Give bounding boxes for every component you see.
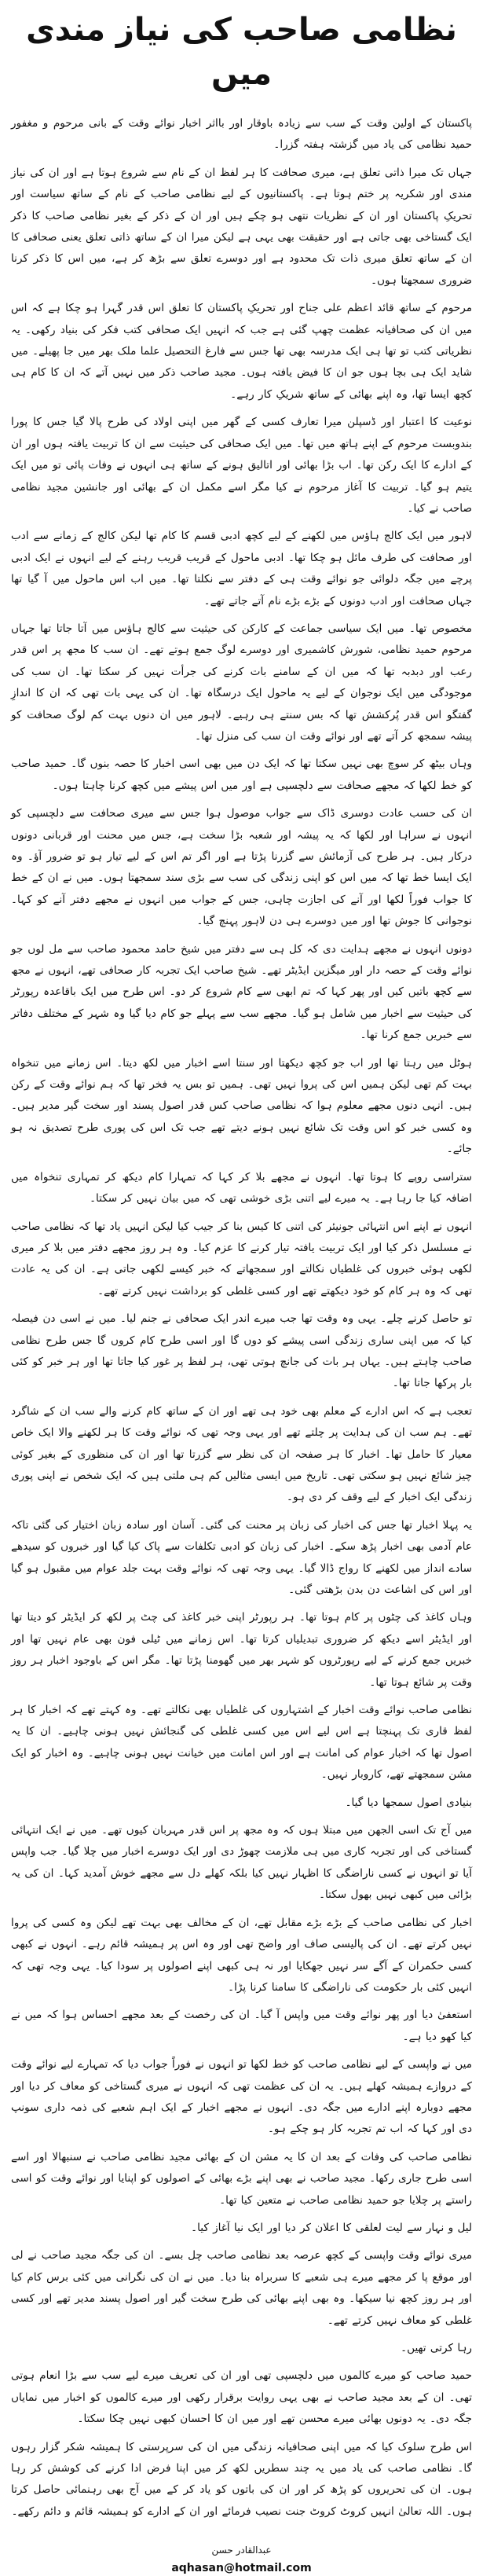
- paragraph: میں آج تک اسی الجھن میں مبتلا ہوں کہ وہ مجھ پر اس قدر مہربان کیوں تھے۔ میں نے ایک انتہائی گستاخی کی اور تجربہ کاری میں ہی ملازمت چھوڑ دی اور ایک دوسرے اخبار میں چلا گیا۔ جب واپس آیا تو انہوں نے کسی ناراضگی کا اظہار نہیں کیا بلکہ کھلے دل سے مجھے خوش آمدید کہا۔ ان کی یہ بڑائی میں کبھی نہیں بھول سکتا۔: [11, 1824, 472, 1902]
- paragraph: میری نوائے وقت واپسی کے کچھ عرصہ بعد نظامی صاحب چل بسے۔ ان کی جگہ مجید صاحب نے لی اور موقع پا کر مجھے میرے ہی شعبے کا سربراہ بنا دیا۔ میں نے ان کی نگرانی میں کئی برس کام کیا اور ہر روز کچھ نیا سیکھا۔ وہ بھی اپنے بھائی کی طرح سخت گیر اور اصول پسند مدیر تھے اور کسی غلطی کو معاف نہیں کرتے تھے۔: [11, 2249, 472, 2327]
- paragraph: ان کی حسب عادت دوسری ڈاک سے جواب موصول ہوا جس سے میری صحافت سے دلچسپی کو انہوں نے سراہا اور لکھا کہ یہ پیشہ اور شعبہ بڑا سخت ہے، جس میں محنت اور قربانی دونوں درکار ہیں۔ ہر طرح کی آزمائش سے گزرنا پڑتا ہے اور اگر تم اس کے لیے تیار ہو تو ضرور آؤ۔ وہ ایک ایسا خط تھا کہ میں اس کو اپنی زندگی کی سب سے بڑی سند سمجھتا ہوں۔ میں نے ان کے خط کا جواب فوراً لکھا اور آنے کی اجازت چاہی، جس کے جواب میں انہوں نے مجھے دفتر آنے کو کہا۔ نوجوانی کا جوش تھا اور میں دوسرے ہی دن لاہور پہنچ گیا۔: [11, 807, 472, 928]
- paragraph: میں نے واپسی کے لیے نظامی صاحب کو خط لکھا تو انہوں نے فوراً جواب دیا کہ تمہارے لیے نوائے وقت کے دروازے ہمیشہ کھلے ہیں۔ یہ ان کی عظمت تھی کہ انہوں نے میری گستاخی کو معاف کر دیا اور مجھے دوبارہ اپنے ادارے میں جگہ دی۔ انہوں نے مجھے اخبار کے ایک اہم شعبے کی ذمہ داری سونپ دی اور کہا کہ اب تم تجربہ کار ہو چکے ہو۔: [11, 2058, 472, 2136]
- article-body: [11, 113, 472, 2523]
- author-byline: عبدالقادر حسن: [211, 2545, 272, 2556]
- paragraph: رہا کرتی تھیں۔: [401, 2342, 472, 2354]
- paragraph: نوعیت کا اعتبار اور ڈسپلن میرا تعارف کسی کے گھر میں اپنی اولاد کی طرح پالا گیا جس کا پورا بندوبست مرحوم کے اپنے ہاتھ میں تھا۔ میں ایک صحافی کی حیثیت سے ان کا تربیت یافتہ ہوں اور ان کے ادارے کا ایک رکن تھا۔ اب بڑا بھائی اور اتالیق ہونے کے ساتھ ہی انہوں نے وفات پائی تو میں ایک یتیم ہو گیا۔ تربیت کا آغاز مرحوم نے کیا مگر اسے مکمل ان کے بھائی اور جانشین مجید نظامی صاحب نے کیا۔: [11, 416, 472, 515]
- paragraph: نظامی صاحب نوائے وقت اخبار کے اشتہاروں کی غلطیاں بھی نکالتے تھے۔ وہ کہتے تھے کہ اخبار کا ہر لفظ قاری تک پہنچتا ہے اس لیے اس میں کسی غلطی کی گنجائش نہیں ہونی چاہیے۔ ان کا یہ اصول تھا کہ اخبار عوام کی امانت ہے اور اس امانت میں خیانت نہیں ہونی چاہیے۔ وہ اخبار کو ایک مشن سمجھتے تھے، کاروبار نہیں۔: [11, 1704, 472, 1782]
- paragraph: لاہور میں ایک کالج ہاؤس میں لکھنے کے لیے کچھ ادبی قسم کا کام تھا لیکن کالج کے زمانے سے ادب اور صحافت کی طرف مائل ہو چکا تھا۔ ادبی ماحول کے قریب قریب رہنے کے لیے انہوں نے ایک ادبی پرچے میں جگہ دلوائی جو نوائے وقت ہی کے دفتر سے نکلتا تھا۔ میں اب اس ماحول میں آ گیا تھا جہاں صحافت اور ادب دونوں کے بڑے بڑے نام آتے جاتے تھے۔: [11, 530, 472, 607]
- paragraph: مرحوم کے ساتھ قائد اعظم علی جناح اور تحریکِ پاکستان کا تعلق اس قدر گہرا ہو چکا ہے کہ اس میں ان کی صحافیانہ عظمت چھپ گئی ہے جب کہ انہیں ایک صحافی کتب فکر کی بنیاد رکھی۔ یہ نظریاتی کتب تو تھا ہی ایک مدرسہ بھی تھا جس سے فارغ التحصیل علما ملک بھر میں جا پھیلے۔ میں شاید ایک ہی بچا ہوں جو ان کا فیض یافتہ ہوں۔ مجید صاحب ذکر میں نہیں آتے کہ ان کا کام ہی کچھ ایسا تھا، وہ اپنے بھائی کے ساتھ شریکِ کار رہے۔: [11, 302, 472, 401]
- paragraph: تو حاصل کرنے چلے۔ یہی وہ وقت تھا جب میرے اندر ایک صحافی نے جنم لیا۔ میں نے اسی دن فیصلہ کیا کہ میں اپنی ساری زندگی اسی پیشے کو دوں گا اور اسی طرح کام کروں گا جس طرح نظامی صاحب چاہتے ہیں۔ یہاں ہر بات کی جانچ ہوتی تھی، ہر لفظ پر غور کیا جاتا تھا اور ہر خبر کو کئی بار پرکھا جاتا تھا۔: [11, 1312, 472, 1390]
- paragraph: جہاں تک میرا ذاتی تعلق ہے، میری صحافت کا ہر لفظ ان کے نام سے شروع ہوتا ہے اور ان کی نیاز مندی اور شکریہ پر ختم ہوتا ہے۔ پاکستانیوں کے لیے نظامی صاحب کے نام کے ساتھ سیاست اور تحریکِ پاکستان اور ان کے نظریات نتھی ہو چکے ہیں اور ان کے ذکر کے بغیر نظامی صاحب کا ذکر ایک گستاخی بھی جاتی ہے اور حقیقت بھی یہی ہے لیکن میرا ان کے ساتھ ذاتی تعلق یعنی صحافی کا ان کے ساتھ تعلق میری ذات تک محدود ہے اور دوسرے تعلق سے بڑھ کر ہے، میں اس کا ذکر کرنا ضروری سمجھتا ہوں۔: [11, 166, 472, 287]
- paragraph: وہاں کاغذ کی چٹوں پر کام ہوتا تھا۔ ہر رپورٹر اپنی خبر کاغذ کی چٹ پر لکھ کر ایڈیٹر کو دیتا تھا اور ایڈیٹر اسے دیکھ کر ضروری تبدیلیاں کرتا تھا۔ اس زمانے میں ٹیلی فون بھی عام نہیں تھا اور خبریں جمع کرنے کے لیے رپورٹروں کو شہر بھر میں گھومنا پڑتا تھا۔ مگر اس کے باوجود اخبار ہر روز وقت پر شائع ہوتا تھا۔: [11, 1611, 472, 1689]
- paragraph: استعفیٰ دیا اور پھر نوائے وقت میں واپس آ گیا۔ ان کی رخصت کے بعد مجھے احساس ہوا کہ میں نے کیا کھو دیا ہے۔: [11, 2009, 472, 2043]
- headline: نظامی صاحب کی نیاز مندی میں: [26, 12, 457, 92]
- paragraph: دونوں انہوں نے مجھے ہدایت دی کہ کل ہی سے دفتر میں شیخ حامد محمود صاحب سے مل لوں جو نوائے وقت کے حصہ دار اور میگزین ایڈیٹر تھے۔ شیخ صاحب ایک تجربہ کار صحافی تھے، انہوں نے مجھ سے کچھ باتیں کیں اور پھر کہا کہ تم ابھی سے کام شروع کر دو۔ اس طرح میں ایک باقاعدہ رپورٹر کی حیثیت سے اخبار میں شامل ہو گیا۔ مجھے سب سے پہلے جو کام دیا گیا وہ شہر کے مختلف دفاتر سے خبریں جمع کرنا تھا۔: [11, 942, 472, 1042]
- article-footer: [11, 2543, 472, 2576]
- paragraph: لیل و نہار سے لیت لعلقی کا اعلان کر دیا اور ایک نیا آغاز کیا۔: [191, 2221, 472, 2234]
- paragraph: اخبار کی نظامی صاحب کے بڑے بڑے مقابل تھے، ان کے مخالف بھی بہت تھے لیکن وہ کسی کی پروا نہیں کرتے تھے۔ ان کی پالیسی صاف اور واضح تھی اور وہ اس پر ہمیشہ قائم رہے۔ انہوں نے کبھی کسی حکمران کے آگے سر نہیں جھکایا اور نہ ہی کبھی اپنے اصولوں پر سودا کیا۔ یہی وجہ تھی کہ انہیں کئی بار حکومت کی ناراضگی کا سامنا کرنا پڑا۔: [11, 1916, 472, 1994]
- paragraph: وہاں بیٹھ کر سوچ بھی نہیں سکتا تھا کہ ایک دن میں بھی اسی اخبار کا حصہ بنوں گا۔ حمید صاحب کو خط لکھا کہ مجھے صحافت سے دلچسپی ہے اور میں اس پیشے میں کچھ کرنا چاہتا ہوں۔: [11, 758, 472, 792]
- paragraph: انہوں نے اپنے اس انتہائی جونیئر کی اتنی کا کیس بنا کر جیب کیا لیکن انہیں یاد تھا کہ نظامی صاحب نے مسلسل ذکر کیا اور ایک تربیت یافتہ تیار کرنے کا عزم کیا۔ وہ ہر روز مجھے دفتر میں بلا کر میری لکھی ہوئی خبروں کی غلطیاں نکالتے اور سمجھاتے کہ خبر کیسے لکھی جاتی ہے۔ ان کی یہ عادت تھی کہ وہ ہر کام کو خود دیکھتے تھے اور کسی غلطی کو برداشت نہیں کرتے تھے۔: [11, 1220, 472, 1297]
- paragraph: مخصوص تھا۔ میں ایک سیاسی جماعت کے کارکن کی حیثیت سے کالج ہاؤس میں آتا جاتا تھا جہاں مرحوم حمید نظامی، شورش کاشمیری اور دوسرے لوگ جمع ہوتے تھے۔ ان سب کا مجھ پر اس قدر رعب اور دبدبہ تھا کہ میں ان کے سامنے بات کرنے کی جرأت نہیں کر سکتا تھا۔ ان سب کی موجودگی میں ایک نوجوان کے لیے یہ ماحول ایک درسگاہ تھا۔ ان کی یہی بات تھی کہ ان کا اندازِ گفتگو اس قدر پُرکشش تھا کہ بس سنتے ہی رہیے۔ لاہور میں ان دنوں بہت کم لوگ صحافت کو پیشہ سمجھ کر آتے تھے اور نوائے وقت ان سب کی منزل تھا۔: [11, 622, 472, 743]
- author-email[interactable]: aqhasan@hotmail.com: [171, 2562, 312, 2575]
- paragraph: ہوٹل میں رہتا تھا اور اب جو کچھ دیکھتا اور سنتا اسے اخبار میں لکھ دیتا۔ اس زمانے میں تنخواہ بہت کم تھی لیکن ہمیں اس کی پروا نہیں تھی۔ ہمیں تو بس یہ فخر تھا کہ ہم نوائے وقت کے رکن ہیں۔ انہی دنوں مجھے معلوم ہوا کہ نظامی صاحب کس قدر اصول پسند اور سخت گیر مدیر ہیں۔ وہ کسی خبر کو اس وقت تک شائع نہیں ہونے دیتے تھے جب تک اس کی پوری طرح تصدیق نہ ہو جائے۔: [11, 1056, 472, 1156]
- paragraph: تعجب ہے کہ اس ادارے کے معلم بھی خود ہی تھے اور ان کے ساتھ کام کرنے والے سب ان کے شاگرد تھے۔ ہم سب ان کی ہدایت پر چلتے تھے اور یہی وجہ تھی کہ نوائے وقت کا ہر لکھنے والا ایک خاص معیار کا حامل تھا۔ اخبار کا ہر صفحہ ان کی نظر سے گزرتا تھا اور ان کی منظوری کے بغیر کوئی چیز شائع نہیں ہو سکتی تھی۔ تاریخ میں ایسی مثالیں کم ہی ملتی ہیں کہ ایک شخص نے اپنی پوری زندگی ایک اخبار کے لیے وقف کر دی ہو۔: [11, 1404, 472, 1504]
- paragraph: حمید صاحب کو میرے کالموں میں دلچسپی تھی اور ان کی تعریف میرے لیے سب سے بڑا انعام ہوتی تھی۔ ان کے بعد مجید صاحب نے بھی یہی روایت برقرار رکھی اور میرے کالموں کو اخبار میں نمایاں جگہ دی۔ یہ دونوں بھائی میرے محسن تھے اور میں ان کا احسان کبھی نہیں چکا سکتا۔: [11, 2369, 472, 2426]
- paragraph: بنیادی اصول سمجھا دیا گیا۔: [345, 1796, 472, 1809]
- paragraph: پاکستان کے اولین وقت کے سب سے زیادہ باوقار اور بااثر اخبار نوائے وقت کے بانی مرحوم و مغفور حمید نظامی کی یاد میں گزشتہ ہفتہ گزرا۔: [11, 117, 472, 152]
- paragraph: یہ پہلا اخبار تھا جس کی اخبار کی زبان پر محنت کی گئی۔ آسان اور سادہ زبان اختیار کی گئی تاکہ عام آدمی بھی اخبار پڑھ سکے۔ اخبار کی زبان کو ادبی تکلفات سے پاک کیا گیا اور خبروں کو سیدھے سادے انداز میں لکھنے کا رواج ڈالا گیا۔ یہی وجہ تھی کہ نوائے وقت بہت جلد عوام میں مقبول ہو گیا اور اس کی اشاعت دن بدن بڑھتی گئی۔: [11, 1518, 472, 1596]
- paragraph: نظامی صاحب کی وفات کے بعد ان کا یہ مشن ان کے بھائی مجید نظامی صاحب نے سنبھالا اور اسے اسی طرح جاری رکھا۔ مجید صاحب نے بھی اپنے بڑے بھائی کے اصولوں کو اپنایا اور نوائے وقت کو اسی راستے پر چلایا جو حمید نظامی صاحب نے متعین کیا تھا۔: [11, 2150, 472, 2207]
- paragraph: ستراسی روپے کا ہوتا تھا۔ انہوں نے مجھے بلا کر کہا کہ تمہارا کام دیکھ کر تمہاری تنخواہ میں اضافہ کیا جا رہا ہے۔ یہ میرے لیے اتنی بڑی خوشی تھی کہ میں بیان نہیں کر سکتا۔: [11, 1170, 472, 1205]
- paragraph: اس طرح سلوک کیا کہ میں اپنی صحافیانہ زندگی میں ان کی سرپرستی کا ہمیشہ شکر گزار رہوں گا۔ نظامی صاحب کی یاد میں یہ چند سطریں لکھ کر میں اپنا فرض ادا کرنے کی کوشش کر رہا ہوں۔ ان کی تحریروں کو پڑھ کر اور ان کی باتوں کو یاد کر کے میں آج بھی رہنمائی حاصل کرتا ہوں۔ اللہ تعالیٰ انہیں کروٹ کروٹ جنت نصیب فرمائے اور ان کے ادارے کو ہمیشہ قائم و دائم رکھے۔: [11, 2440, 472, 2518]
